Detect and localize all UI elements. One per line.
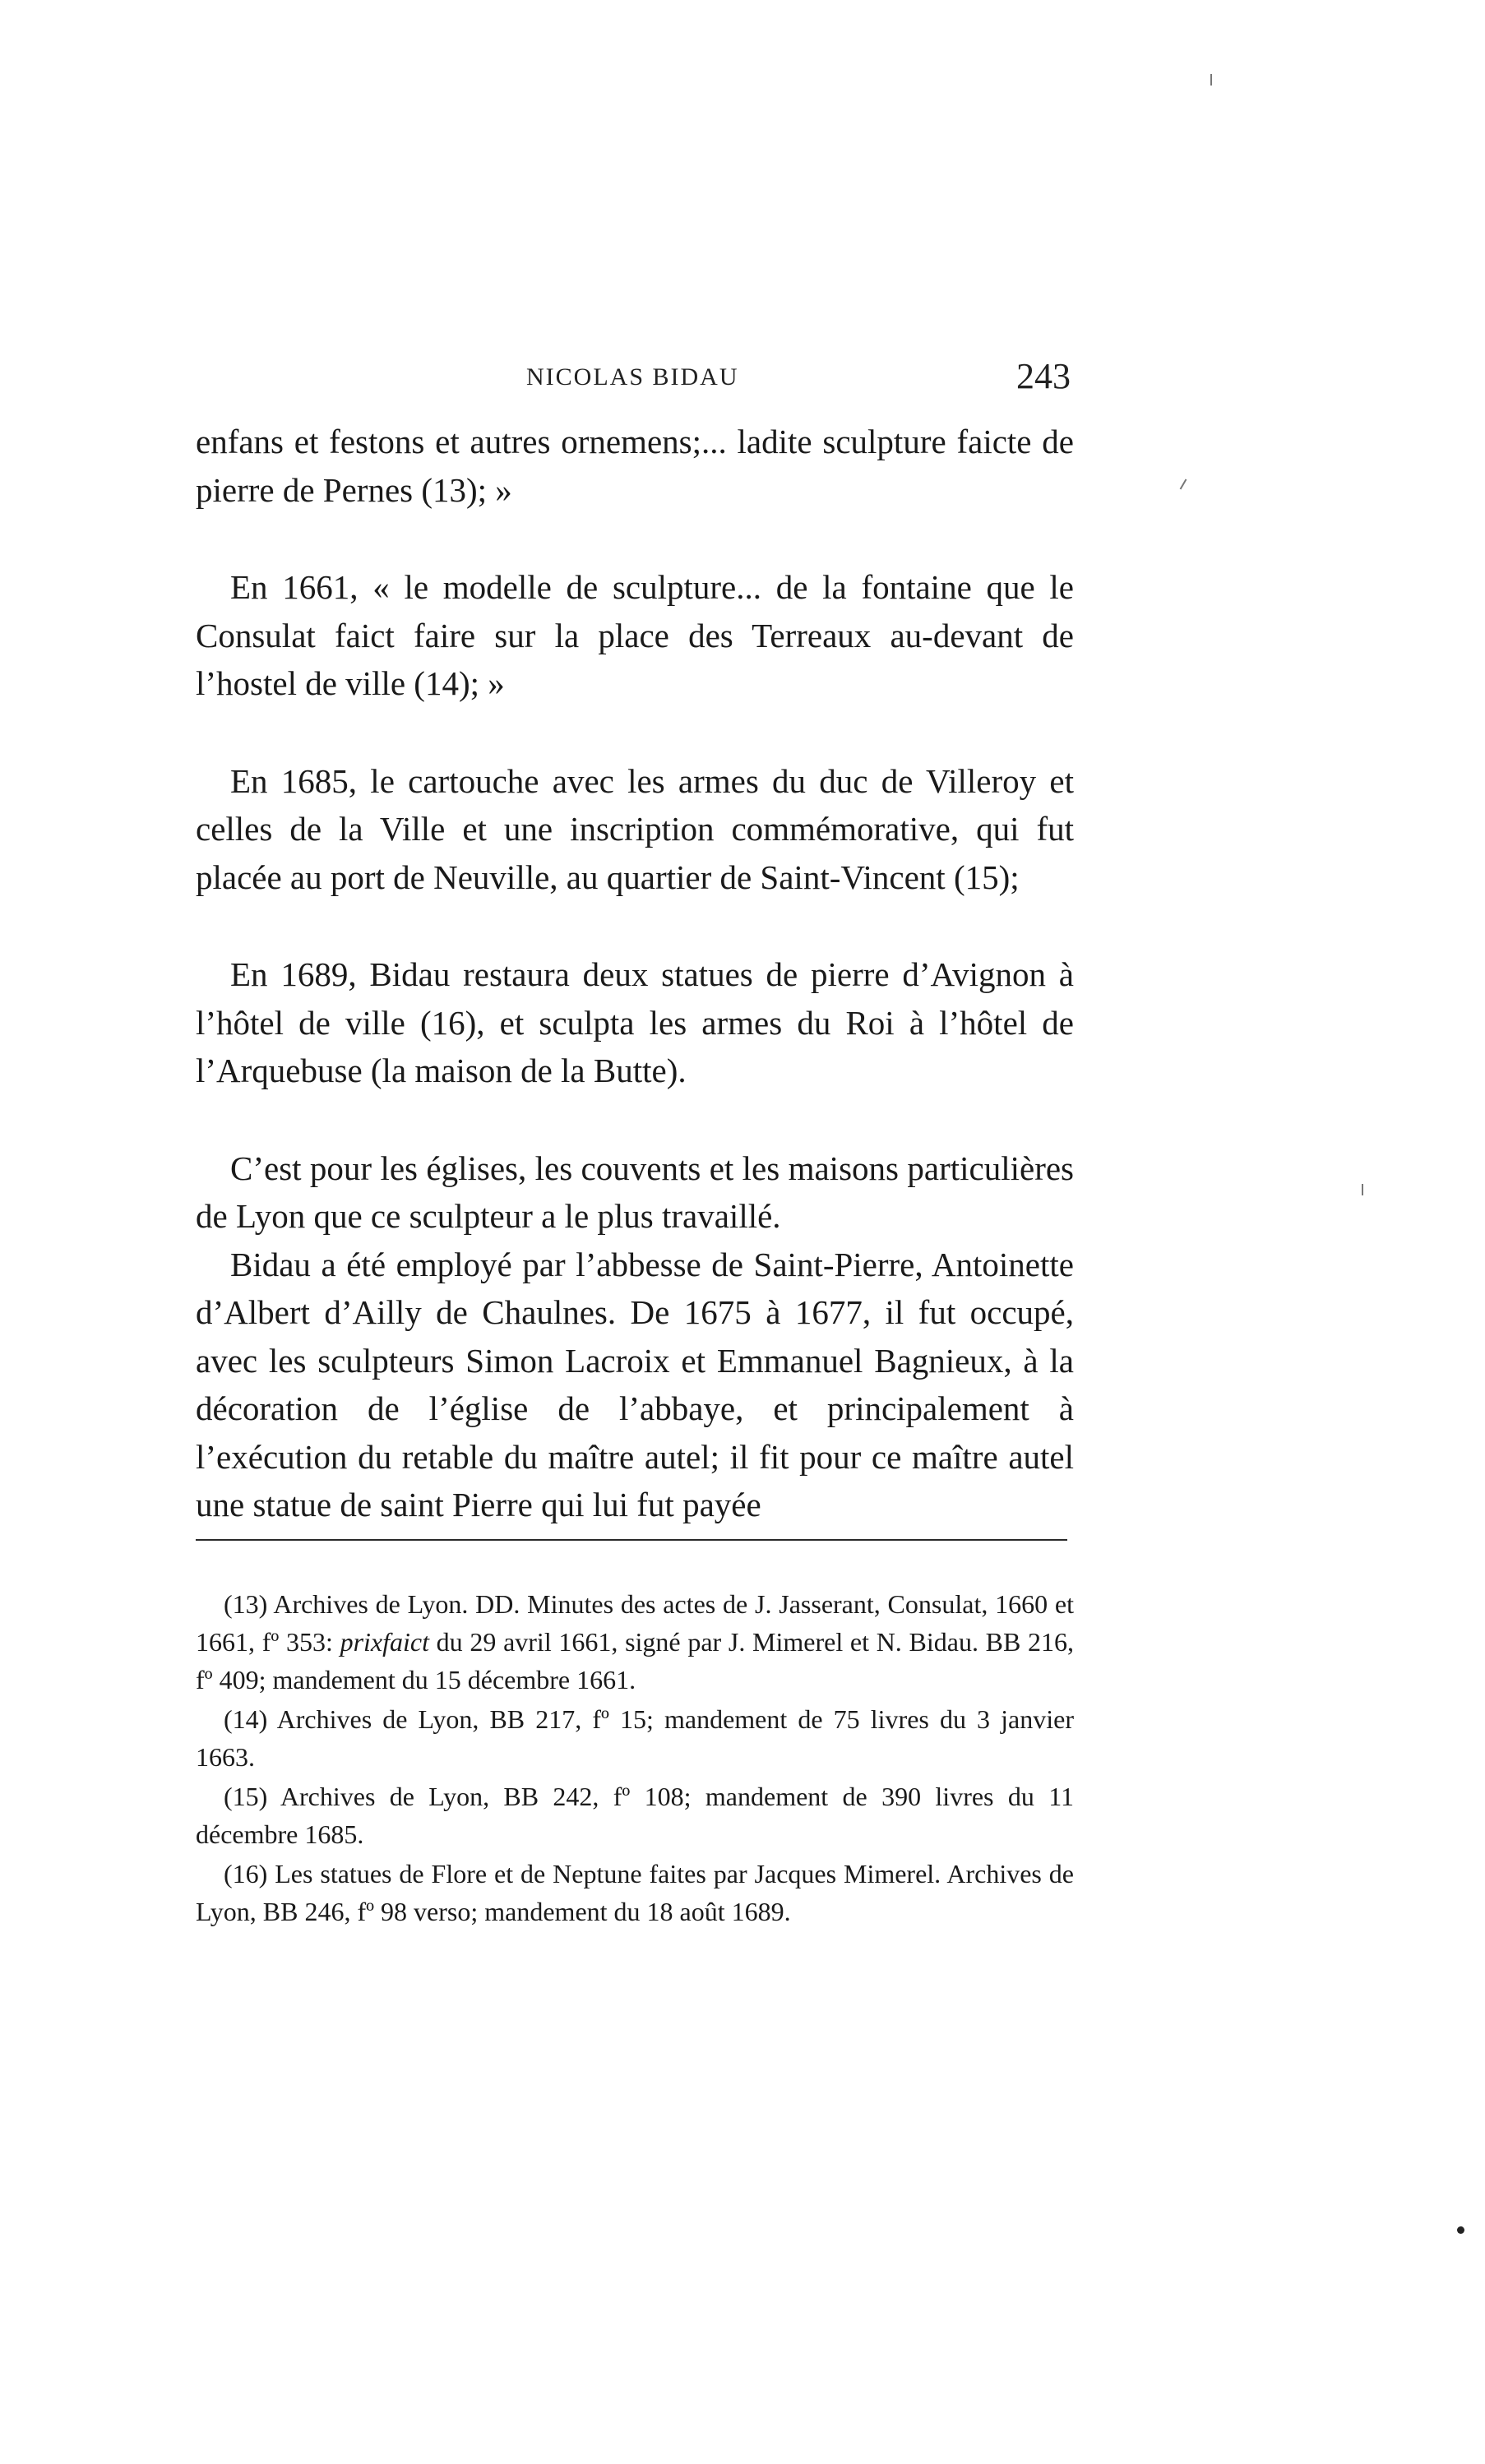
- scan-mark: [1362, 1184, 1363, 1195]
- page-number: 243: [1016, 356, 1071, 396]
- footnotes: [196, 1585, 1074, 1932]
- paragraph-1685: En 1685, le cartouche avec les armes du duc de Villeroy et celles de la Ville et une inscription commémorative, qui fut placée au port de Neuville, au quartier de Saint-Vincent (15);: [196, 761, 1074, 896]
- scan-speck: [1457, 2226, 1464, 2234]
- paragraph-1689: En 1689, Bidau restaura deux statues de pierre d’Avignon à l’hôtel de ville (16), et sculpta les armes du Roi à l’hôtel de l’Arquebuse (la maison de la Butte).: [196, 955, 1074, 1089]
- scan-mark: [1210, 74, 1212, 86]
- footnote-13-italic: prixfaict: [340, 1627, 429, 1657]
- body-text: [196, 418, 1074, 1529]
- footnote-16: (16) Les statues de Flore et de Neptune faites par Jacques Mimerel. Archives de Lyon, BB 246, fº 98 verso; mandement du 18 août 1689.: [196, 1859, 1074, 1926]
- paragraph-abbey: Bidau a été employé par l’abbesse de Saint-Pierre, Antoinette d’Albert d’Ailly de Chaulnes. De 1675 à 1677, il fut occupé, avec les sculpteurs Simon Lacroix et Emmanuel Bagnieux, à la décoration de l’église de l’abbaye, et principalement à l’exécution du retable du maître autel; il fit pour ce maître autel une statue de saint Pierre qui lui fut payée: [196, 1245, 1074, 1523]
- running-title: NICOLAS BIDAU: [526, 363, 739, 391]
- footnote-14: (14) Archives de Lyon, BB 217, fº 15; mandement de 75 livres du 3 janvier 1663.: [196, 1704, 1074, 1772]
- paragraph-1661: En 1661, « le modelle de sculpture... de la fontaine que le Consulat faict faire sur la place des Terreaux au-devant de l’hostel de ville (14); »: [196, 568, 1074, 702]
- footnote-15: (15) Archives de Lyon, BB 242, fº 108; mandement de 390 livres du 11 décembre 1685.: [196, 1782, 1074, 1849]
- footnote-13-text-end: du 29 avril 1661, signé par J. Mimerel et N. Bidau. BB 216, fº 409; mandement du 15 décembre 1661.: [196, 1627, 1075, 1694]
- footnote-13: [196, 1585, 1074, 1699]
- footnote-13-text: (13) Archives de Lyon. DD. Minutes des actes de J. Jasserant, Consulat, 1660 et 1661, fº 353:: [196, 1589, 1074, 1657]
- footnote-rule: [196, 1539, 1067, 1541]
- scan-mark: [1180, 478, 1187, 489]
- paragraph-continuation: enfans et festons et autres ornemens;... ladite sculpture faicte de pierre de Pernes (13); »: [196, 423, 1074, 509]
- running-head: [0, 355, 1485, 405]
- paragraph-churches: C’est pour les églises, les couvents et les maisons particulières de Lyon que ce sculpteur a le plus travaillé.: [196, 1149, 1074, 1235]
